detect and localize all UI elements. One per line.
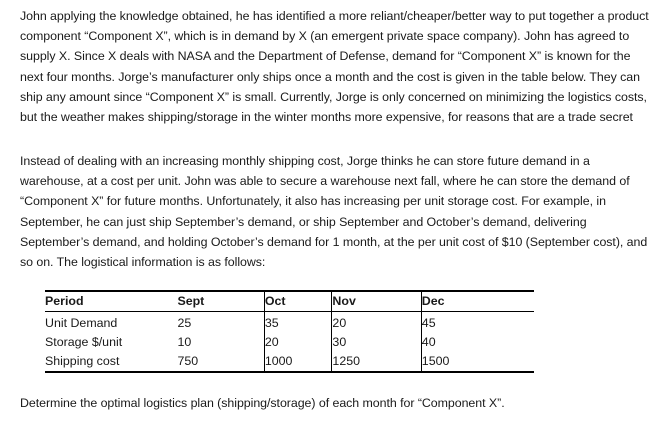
header-oct: Oct [264, 291, 332, 312]
cell-storage-sept: 10 [177, 335, 192, 349]
cell-storage-nov: 30 [332, 333, 421, 352]
question-paragraph: Determine the optimal logistics plan (shipping/storage) of each month for “Component X”. [20, 396, 505, 410]
warehouse-paragraph: Instead of dealing with an increasing monthly shipping cost, Jorge thinks he can store future demand in a warehouse, at a cost per unit. John was able to secure a warehouse next fall, where he can store the demand of “Component X” for future months. Unfortunately, it also has increasing per unit storage cost. For example, in September, he can just ship September’s demand, or ship September and October’s demand, delivering September’s demand, and holding October’s demand for 1 month, at the per unit cost of $10 (September cost), and so on. The logistical information is as follows: [20, 154, 648, 270]
table-row [45, 333, 534, 352]
table-row [45, 312, 534, 334]
table-header-row [45, 291, 534, 312]
cell-shipping-sept: 750 [177, 352, 264, 372]
table-row [45, 352, 534, 372]
cell-storage-dec: 40 [421, 333, 534, 352]
header-dec: Dec [421, 291, 534, 312]
cell-shipping-dec: 1500 [421, 352, 534, 372]
cell-demand-nov: 20 [332, 312, 421, 334]
intro-paragraph: John applying the knowledge obtained, he has identified a more reliant/cheaper/better way to put together a product component “Component X”, which is in demand by X (an emergent private space company). John has agreed to supply X. Since X deals with NASA and the Department of Defense, demand for “Component X” is known for the next four months. Jorge’s manufacturer only ships once a month and the cost is given in the table below. They can ship any amount since “Component X” is small. Currently, Jorge is only concerned on minimizing the logistics costs, but the weather makes shipping/storage in the winter months more expensive, for reasons that are a trade secret [20, 9, 649, 125]
cell-demand-oct: 35 [264, 312, 332, 334]
logistics-table [45, 290, 534, 373]
row-label-storage: Storage $/unit [45, 335, 123, 349]
header-period: Period [45, 291, 177, 312]
cell-shipping-oct: 1000 [264, 352, 332, 372]
row-label-shipping: Shipping cost [45, 352, 177, 372]
header-nov: Nov [332, 291, 421, 312]
cell-shipping-nov: 1250 [332, 352, 421, 372]
row-label-unit-demand: Unit Demand [45, 316, 118, 330]
cell-demand-dec: 45 [421, 312, 534, 334]
header-sept: Sept [177, 291, 264, 312]
cell-demand-sept: 25 [177, 316, 192, 330]
cell-storage-oct: 20 [264, 333, 332, 352]
